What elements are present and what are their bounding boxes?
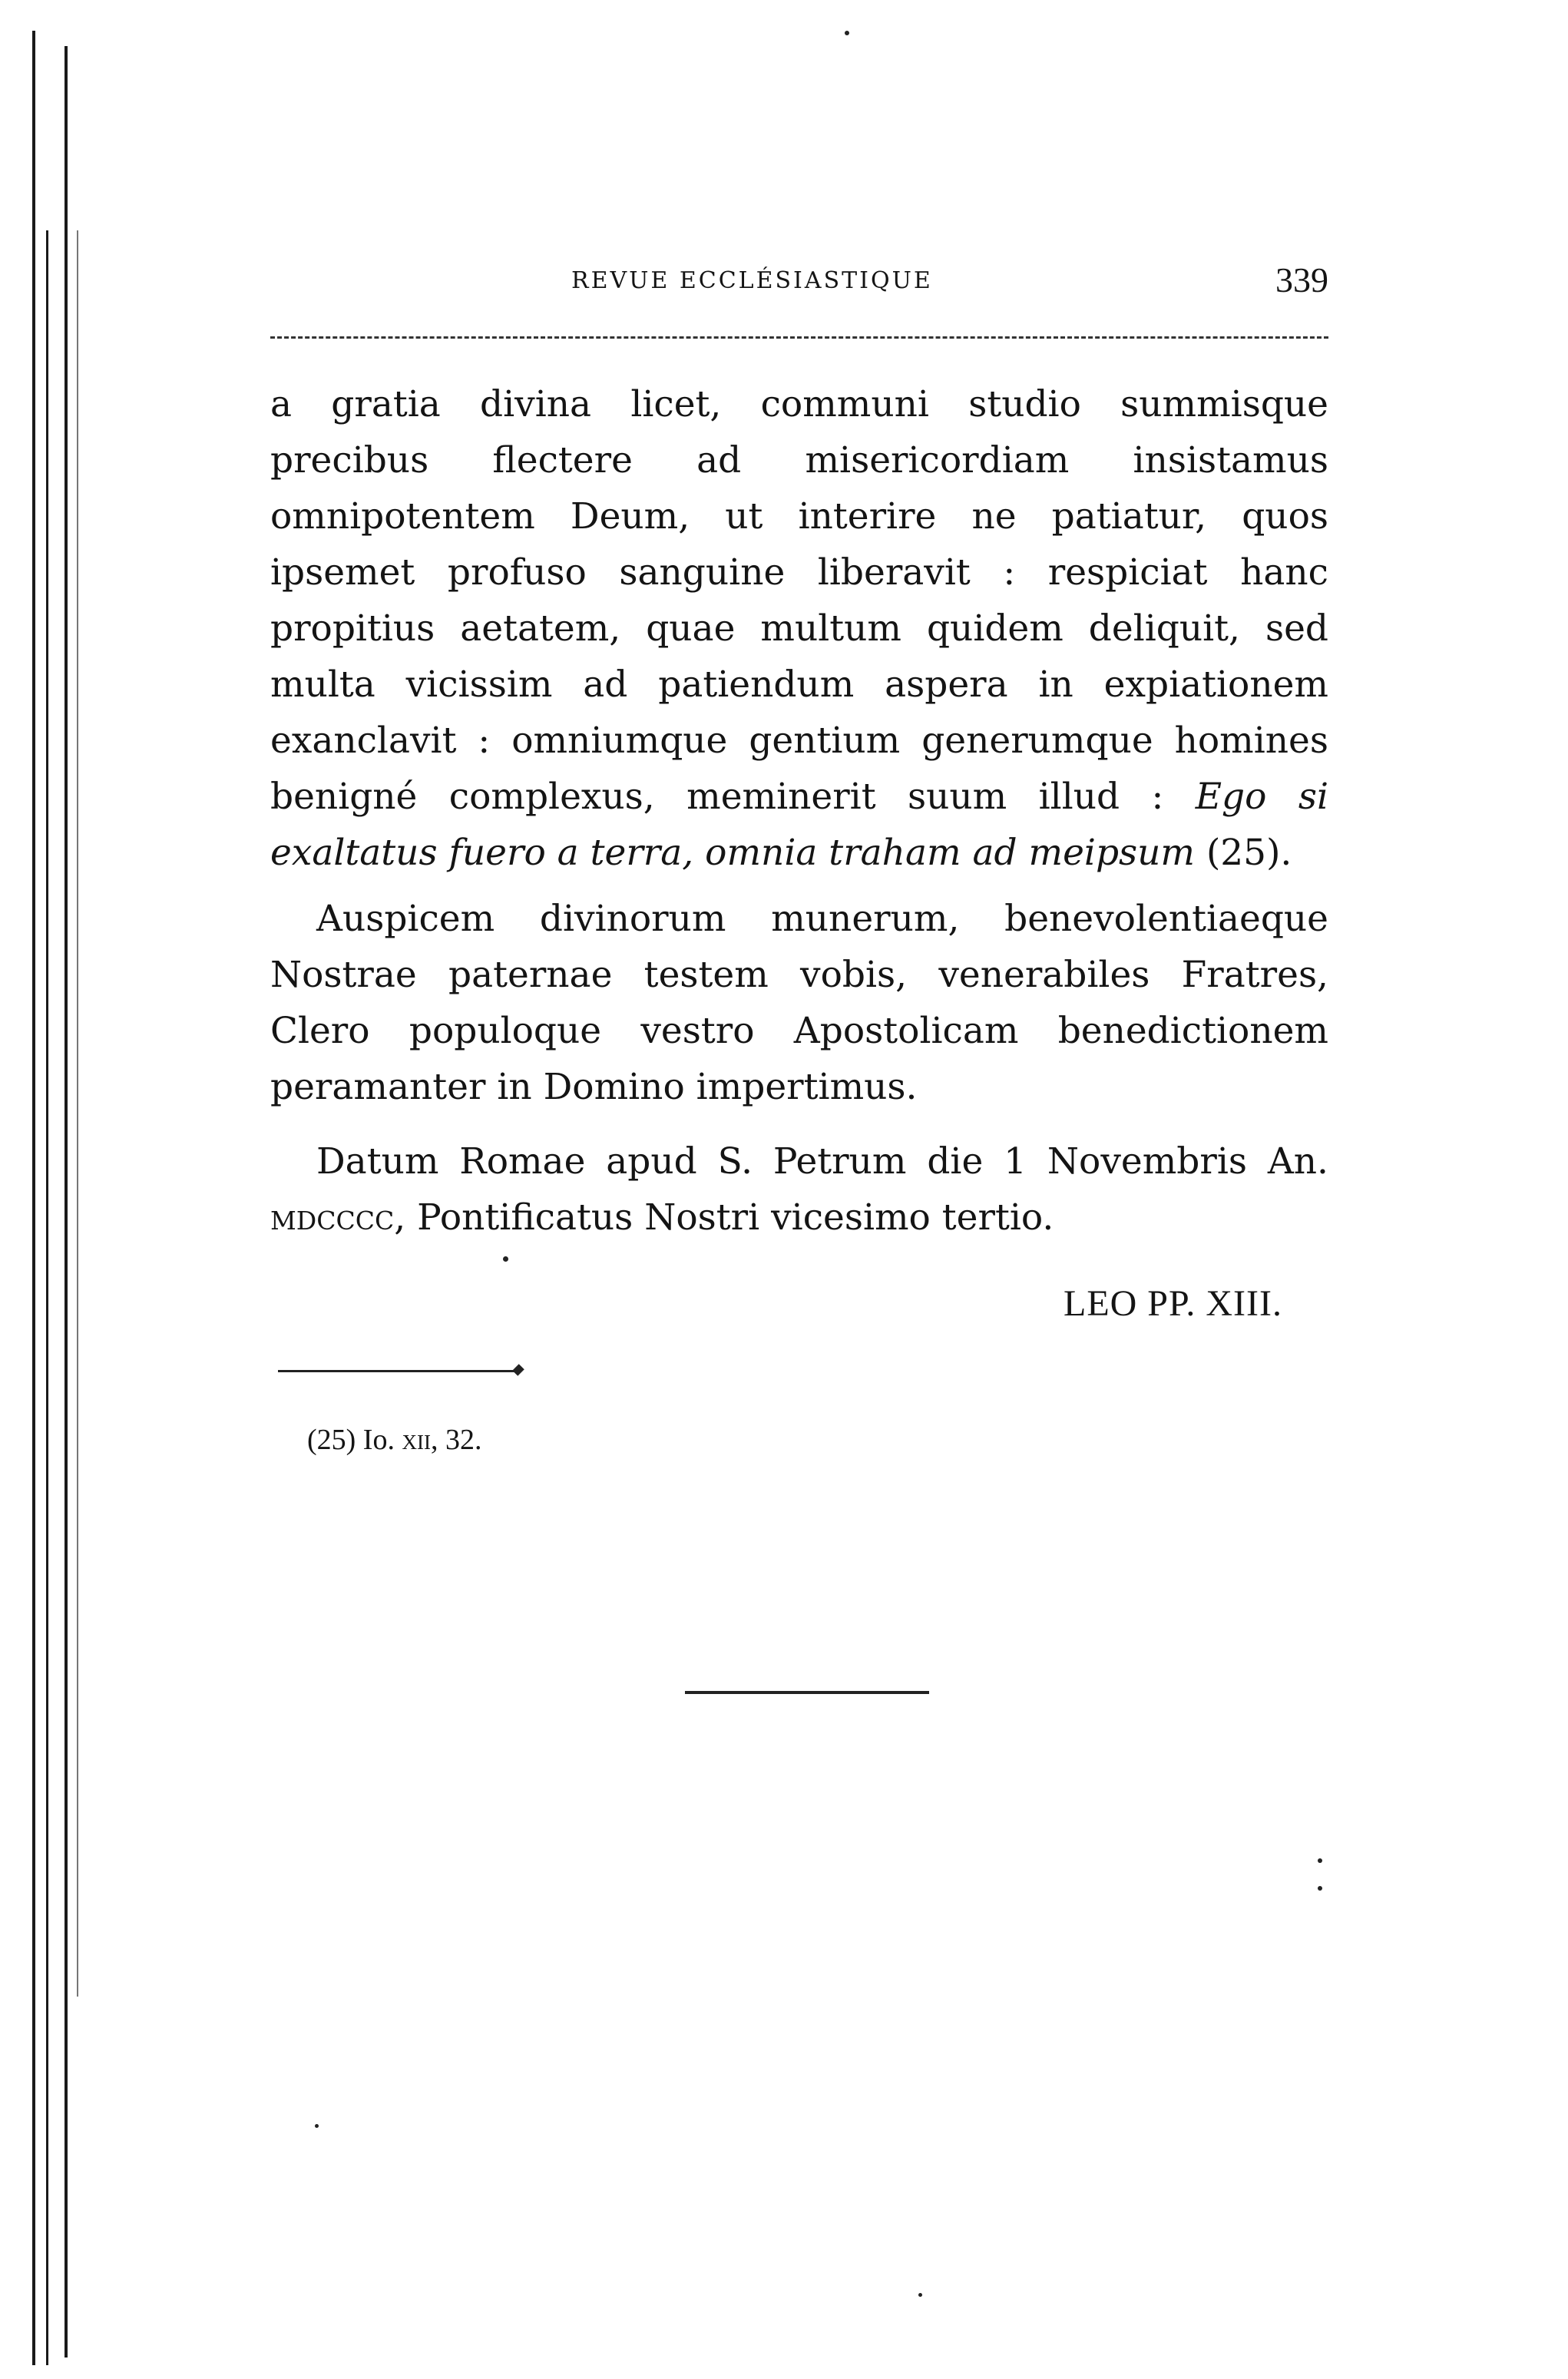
footnote-chapter: xii [402,1424,431,1456]
date-text-end: , Pontificatus Nostri vicesimo tertio. [394,1196,1054,1239]
end-rule [685,1691,929,1694]
paragraph-2 [270,891,1328,1115]
scripture-quote: Ego si exaltatus fuero a terra, omnia traham ad meipsum [270,776,1328,874]
footnote-marker: (25) Io. [307,1424,402,1456]
paragraph-1-text: a gratia divina licet, communi studio summisque precibus flectere ad misericordiam insistamus omnipotentem Deum, ut interire ne patiatur, quos ipsemet profuso sanguine liberavit : respiciat hanc propitius aetatem, quae multum quidem deliquit, sed multa vicissim ad patiendum aspera in expiationem exanclavit : omniumque gentium generumque homines benigné complexus, meminerit suum illud : [270,383,1328,818]
date-text: Datum Romae apud S. Petrum die 1 Novembris An. [316,1140,1328,1183]
signature: LEO PP. XIII. [1064,1283,1282,1324]
footnote-rule-ornament [512,1364,524,1376]
paragraph-2-text: Auspicem divinorum munerum, benevolentiaeque Nostrae paternae testem vobis, venerabiles Fratres, Clero populoque vestro Apostolicam benedictionem peramanter in Domino impertimus. [270,898,1328,1108]
paragraph-1 [270,376,1328,881]
footnote-verse: , 32. [430,1424,482,1456]
scan-edge-line [65,46,68,2357]
scan-edge-line [77,230,78,1997]
header-rule [270,336,1328,339]
running-title: REVUE ECCLÉSIASTIQUE [571,267,933,294]
roman-year: mdcccc [270,1196,395,1239]
scan-edge-line [32,31,35,2365]
footnote-rule [278,1370,516,1372]
paragraph-3 [270,1133,1328,1246]
page-number: 339 [1275,260,1328,299]
running-head [270,260,1328,309]
scan-edge-line [46,230,48,2365]
footnote-25 [307,1421,481,1459]
footnote-ref: (25). [1195,832,1292,874]
book-page [270,0,1328,2379]
